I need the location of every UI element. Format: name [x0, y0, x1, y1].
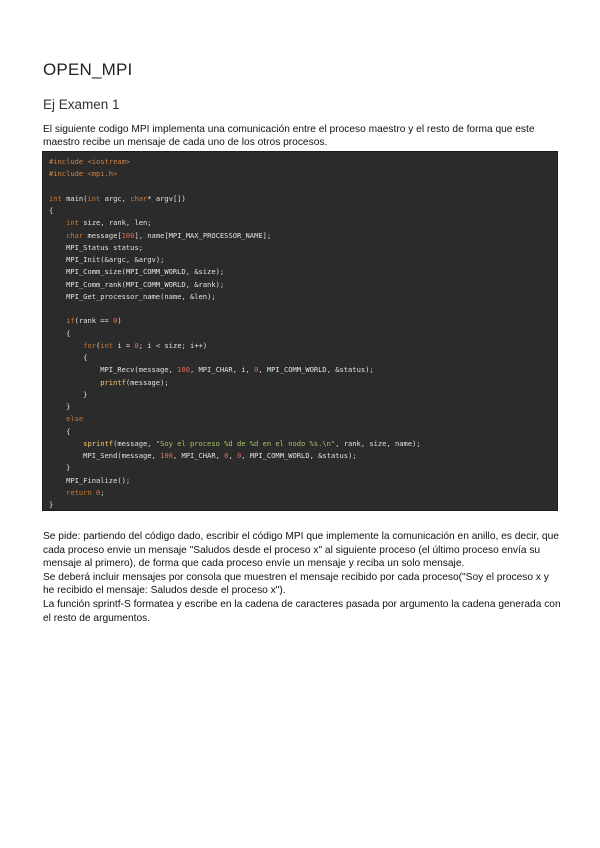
task-description — [43, 530, 563, 625]
code-line: { — [49, 328, 71, 338]
code-line: MPI_Get_processor_name(name, &len); — [66, 291, 216, 301]
code-line: if(rank == 0) — [66, 316, 122, 326]
task-paragraph-console: Se deberá incluir mensajes por consola que muestren el mensaje recibido por cada proceso("Soy el proceso x y he recibido el mensaje: Saludos desde el proceso x"). — [43, 571, 549, 597]
code-line: sprintf(message, "Soy el proceso %d de %d en el nodo %s.\n", rank, size, name); — [83, 438, 421, 448]
code-line: MPI_Init(&argc, &argv); — [66, 255, 165, 264]
code-line: return 0; — [66, 487, 105, 497]
task-paragraph-sprintf: La función sprintf-S formatea y escribe en la cadena de caracteres pasada por argumento la cadena generada con el resto de argumentos. — [43, 598, 561, 624]
code-line: MPI_Comm_size(MPI_COMM_WORLD, &size); — [66, 267, 225, 277]
code-line: MPI_Status status; — [66, 242, 143, 252]
code-line: MPI_Comm_rank(MPI_COMM_WORLD, &rank); — [66, 279, 225, 289]
intro-paragraph: El siguiente codigo MPI implementa una comunicación entre el proceso maestro y el resto de forma que este maestro recibe un mensaje de cada uno de los otros procesos. — [43, 124, 535, 148]
code-line: { — [49, 206, 54, 215]
code-line: { — [49, 426, 71, 436]
document-title: OPEN_MPI — [43, 60, 133, 79]
code-line: #include <iostream> — [49, 157, 131, 166]
code-line: #include <mpi.h> — [49, 169, 118, 179]
code-line: { — [49, 353, 88, 362]
code-line: MPI_Recv(message, 100, MPI_CHAR, i, 0, MPI_COMM_WORLD, &status); — [100, 365, 374, 375]
code-line: int size, rank, len; — [66, 218, 152, 228]
code-line: char message[100], name[MPI_MAX_PROCESSOR_NAME]; — [66, 230, 272, 240]
code-line: MPI_Send(message, 100, MPI_CHAR, 0, 0, MPI_COMM_WORLD, &status); — [83, 451, 357, 460]
code-line: } — [49, 389, 88, 399]
code-line: else — [66, 414, 84, 424]
code-block — [42, 151, 558, 511]
code-line: for(int i = 0; i < size; i++) — [83, 340, 208, 350]
task-paragraph-ring: Se pide: partiendo del código dado, escribir el código MPI que implemente la comunicación en anillo, es decir, que cada proceso envie un mensaje "Saludos desde el proceso x" al siguiente proceso (el último proceso envía su mensaje al primero), de forma que cada proceso envíe un mensaje y reciba un solo mensaje. — [43, 531, 559, 570]
code-line: int main(int argc, char* argv[]) — [49, 193, 186, 203]
code-line — [49, 181, 551, 193]
code-line: } — [49, 500, 54, 509]
code-line: printf(message); — [100, 377, 169, 387]
code-line — [49, 303, 551, 315]
section-heading: Ej Examen 1 — [43, 97, 120, 112]
code-line: MPI_Finalize(); — [66, 475, 131, 485]
code-line: } — [49, 402, 71, 411]
code-listing — [49, 156, 551, 511]
code-line: } — [49, 463, 71, 473]
